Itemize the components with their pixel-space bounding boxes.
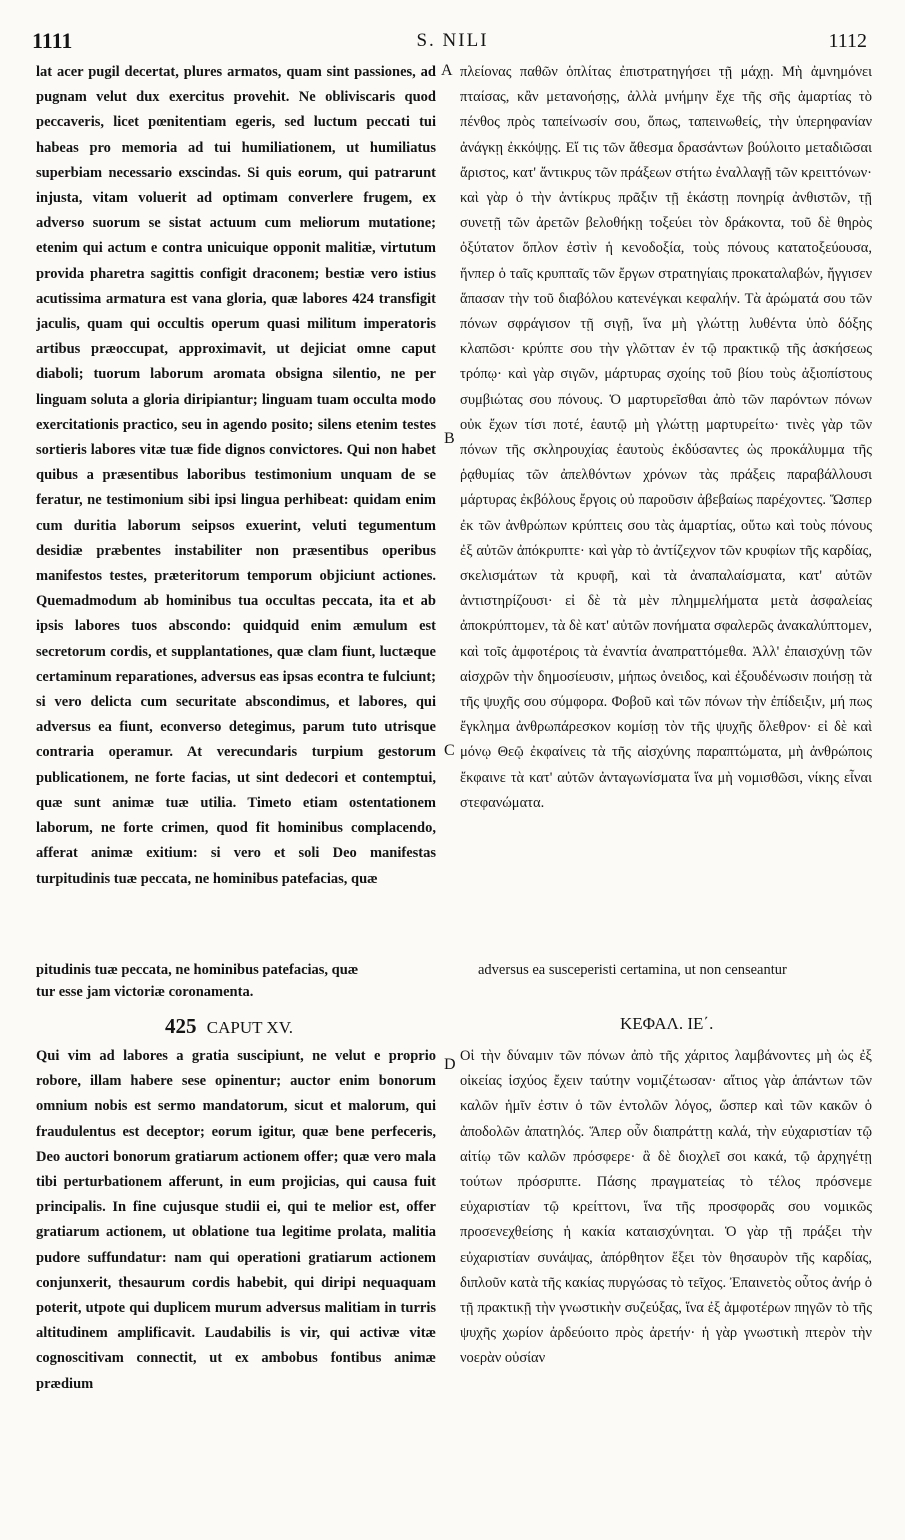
margin-marker-c: C xyxy=(444,742,455,759)
latin-column-bottom: Qui vim ad labores a gratia suscipiunt, ne velut e proprio robore, illam habere sese opinentur; auctor enim bonorum omnium nobis est sermo mandatorum, sicut et malorum, qui fraudulentus est deceptor; eorum igitur, quæ bene perfeceris, Deo auctori bonorum gratiarum actionem offer; quæ vero mala tibi perturbationem afferunt, in eum projicias, qui causa fuit principalis. In fine cujusque studii ei, qui te melior est, offer gratiarum actionem, ut oblatione tua legitime prolata, malitia pudore suffundatur: nam qui operationi gratiarum actionem conjunxerit, thesaurum cordis habebit, qui diripi nequaquam poterit, utpote qui duplicem murum adversus malitiam in turris altitudinem amplificavit. Laudabilis is vir, qui activæ vitæ cognoscitivam connectit, ut ex ambobus fontibus animæ prædium xyxy=(36,1048,436,1392)
chapter-heading-greek: ΚΕΦΑΛ. ΙΕ΄. xyxy=(620,1014,714,1033)
latin-column-top: lat acer pugil decertat, plures armatos, quam sint passiones, ad pugnam velut dux exercitus provehit. Ne obliviscaris quod peccaveris, licet pœnitentiam egeris, sed luctum peccati tui habeas pro memoria ad tui humiliationem, ut humiliatus superbiam necessario exscindas. Si quis eorum, qui patrarunt injusta, vitam voluerit ad optimam converlere frugem, ex adverso suorum se sistat actuum cum meliorum mutatione; etenim qui actum e contra unicuique opponit malitiæ, virtutum provida pharetra sagittis configit draconem; bestiæ vero istius acutissima armatura est vana gloria, quæ labores 424 transfigit jaculis, quam qui occultis operum quasi militum imperatoris artibus præoccupat, approximavit, ut dejiciat omne caput diaboli; tuorum laborum aromata obsigna silentio, ne per linguam soluta a gloria diripiantur; linguam tuam occulta modo exercitationis practico, seu in agendo posito; silens etenim testes sortieris labores vitæ tuæ fide dignos convictores. Qui non habet quibus a præsentibus laboribus testimonium unquam de se feratur, ne testimonium sibi ipsi lingua perhibeat: quidam enim cum duritia laborum seipsos exuerint, veluti tegumentum desidiæ præbentes instabiliter non præsentibus operibus manifestos testes, præteritorum temporum objiciunt actiones. Quemadmodum ab hominibus tua occultas peccata, ita et ab ipsis labores tuos abscondo: quidquid enim æmulum est secretorum cordis, et supplantationes, quæ clam fiunt, luctæque certaminum reparationes, adversus eas ipsas econtra te fulciunt; si vero delicta cum securitate abscondimus, et labores, qui adversus ea fiunt, econverso detegimus, parum tuto utrisque contraria operamur. At verecundaris turpium gestorum publicationem, ne forte facias, ut sint dedecori et contemptui, quæ sunt animæ tuæ utilia. Timeto etiam ostentationem laborum, ne forte crimen, quod fit hominibus complacendo, afferat animæ exitium: si vero et soli Deo manifestas turpitudinis tuæ peccata, ne hominibus patefacias, quæ xyxy=(36,64,436,887)
bridge-latin: pitudinis tuæ peccata, ne hominibus patefacias, quæ xyxy=(36,962,359,978)
bridge-line xyxy=(36,958,872,986)
caput-title: CAPUT XV. xyxy=(206,1018,294,1037)
margin-marker-a: A xyxy=(441,62,453,79)
margin-marker-d: D xyxy=(444,1056,456,1073)
margin-marker-b: B xyxy=(444,430,455,447)
page-number-right: 1112 xyxy=(828,30,867,52)
column-number: 425 xyxy=(165,1014,197,1038)
greek-column-top: πλείονας παθῶν ὁπλίτας ἐπιστρατηγήσει τῇ μάχῃ. Μὴ ἀμνημόνει πταίσας, κἂν μετανοήσῃς, ἀλλὰ μνήμην ἔχε τῆς σῆς ἁμαρτίας τὸ πένθος πρὸς ταπείνωσίν σου, ὅπως, ταπεινωθείς, τὴν ὑπερηφανίαν ἀνάγκῃ ἐκκόψῃς. Εἴ τις τῶν ἄθεσμα δρασάντων βούλοιτο μεταδιῶσαι ἄριστος, κατ' ἄντικρυς τῶν πράξεων στήτω ἐναλλαγῇ τῶν κρειττόνων· καὶ γὰρ ὁ τὴν ἀντίκρυς πρᾶξιν τῇ ἑκάστῃ πονηρίᾳ ἀνθιστῶν, τῇ συνετῇ τῶν ἀρετῶν βελοθήκῃ τοξεύει τὸν δράκοντα, τοῦ δὲ θηρὸς ὀξύτατον ὅπλον ἐστὶν ἡ κενοδοξία, τοὺς πόνους κατατοξεύουσα, ἥνπερ ὁ ταῖς κρυπταῖς τῶν ἔργων στρατηγίαις προκαταλαβών, ἤγγισεν ἅπασαν τὴν τοῦ διαβόλου κατενέγκαι κεφαλήν. Τὰ ἀρώματά σου τῶν πόνων σφράγισον τῇ σιγῇ, ἵνα μὴ γλώττῃ λυθέντα ὑπὸ δόξης κλαπῶσι· κρύπτε σου τὴν γλῶτταν ἐν τῷ πρακτικῷ τῆς ἀσκήσεως τρόπῳ· καὶ γὰρ σιγῶν, μάρτυρας σχοίης τοῦ βίου τοὺς ἀξιοπίστους συμβιώτας σου πόνους. Ὁ μαρτυρεῖσθαι ἀπὸ τῶν παρόντων πόνων οὐκ ἔχων τίσι ποτέ, ἑαυτῷ μὴ γλώττῃ μαρτυρείτω· τινὲς γὰρ τῶν πόνων τῆς σκληρουχίας ἑαυτοὺς ἐκδύσαντες ὡς προκάλυμμα τῆς ῥᾳθυμίας τῶν ἀπελθόντων χρόνων τὰς πράξεις παραβάλλουσι μάρτυρας ἐκβόλους ἔργοις οὐ παροῦσιν ἀβεβαίως παρέχοντες. Ὥσπερ ἐκ τῶν ἀνθρώπων κρύπτεις σου τὰς ἁμαρτίας, οὕτω καὶ τοὺς πόνους ἐξ αὐτῶν ἀπόκρυπτε· καὶ γὰρ τὸ ἀντίζεχνον τῶν κρυφίων τῆς καρδίας, σκελισμάτων τὰ κρυφῆ, καὶ τὰ ἀναπαλαίσματα, κατ' αὐτῶν ἀντιστηρίζουσι· εἰ δὲ τὰ μὲν πλημμελήματα μετὰ ἀσφαλείας ἀποκρύπτομεν, τὰ δὲ κατ' αὐτῶν πονήματα σφαλερῶς ἀνακαλύπτομεν, καὶ τοῖς ἀμφοτέροις τὰ ἐναντία ἀναπραττόμεθα. Ἀλλ' ἐπαισχύνῃ τῶν αἰσχρῶν τὴν δημοσίευσιν, μήπως ὀνειδος, καὶ ἐξουδένωσιν ποιήσῃ τὰ τῆς ψυχῆς σου σύμφορα. Φοβοῦ καὶ τῶν πόνων τὴν ἐπίδειξιν, μή πως ἔγκλημα ἀνθρωπάρεσκον κομίσῃ τὸν τῆς ψυχῆς ὄλεθρον· εἰ δὲ καὶ μόνῳ Θεῷ ἐκφαίνεις τὰ τῆς αἰσχύνης παραπτώματα, μὴ ἀνθρώποις ἔκφαινε τὰ κατ' αὐτῶν ἀνταγωνίσματα ἵνα μὴ νομισθῶσι, νίκης εἶναι στεφανώματα. xyxy=(460,64,872,811)
running-title: S. NILI xyxy=(416,30,489,51)
running-header xyxy=(0,28,905,58)
bridge-continuation: adversus ea susceperisti certamina, ut non censeantur xyxy=(478,962,787,978)
bridge-line-2: tur esse jam victoriæ coronamenta. xyxy=(36,984,254,1000)
greek-column-bottom: Οἱ τὴν δύναμιν τῶν πόνων ἀπὸ τῆς χάριτος λαμβάνοντες μὴ ὡς ἐξ οἰκείας ἰσχύος ἔχειν ταύτην νομιζέτωσαν· αἴτιος γὰρ ἁπάντων τῶν καλῶν ἡμῖν ἐστιν ὁ τῶν ἐντολῶν λόγος, ὥσπερ καὶ τῶν κακῶν ὁ ἀποδολῶν ἀπατηλός. Ἅπερ οὖν διαπράττῃ καλά, τὴν εὐχαριστίαν τῷ αἰτίῳ τῶν καλῶν πρόσφερε· ἃ δὲ διοχλεῖ σοι κακά, τῷ ἀρχηγέτῃ τούτων πρόσριπτε. Πάσης πραγματείας τὸ τέλος πρόσνεμε εὐχαριστίαν τῷ κρείττονι, ἵνα τῆς προσφορᾶς σου νομικῶς προσενεχθείσης ἡ κακία καταισχύνηται. Ὁ γὰρ τῇ πράξει τὴν εὐχαριστίαν συνάψας, ἀπόρθητον ἕξει τὸν θησαυρὸν τῆς καρδίας, διπλοῦν κατὰ τῆς κακίας πυργώσας τὸ τεῖχος. Ἐπαινετὸς οὗτος ἀνήρ ὁ τῇ πρακτικῇ τὴν γνωστικὴν συζεύξας, ἵνα ἐξ ἀμφοτέρων πηγῶν τὸ τῆς ψυχῆς χωρίον ἀρδεύοιτο πρὸς ἀρετήν· ἡ γὰρ γνωστικὴ πτερὸν τὴν νοερὰν οὐσίαν xyxy=(460,1048,872,1367)
page-number-left: 1111 xyxy=(32,28,73,53)
chapter-heading-latin xyxy=(165,1014,293,1039)
